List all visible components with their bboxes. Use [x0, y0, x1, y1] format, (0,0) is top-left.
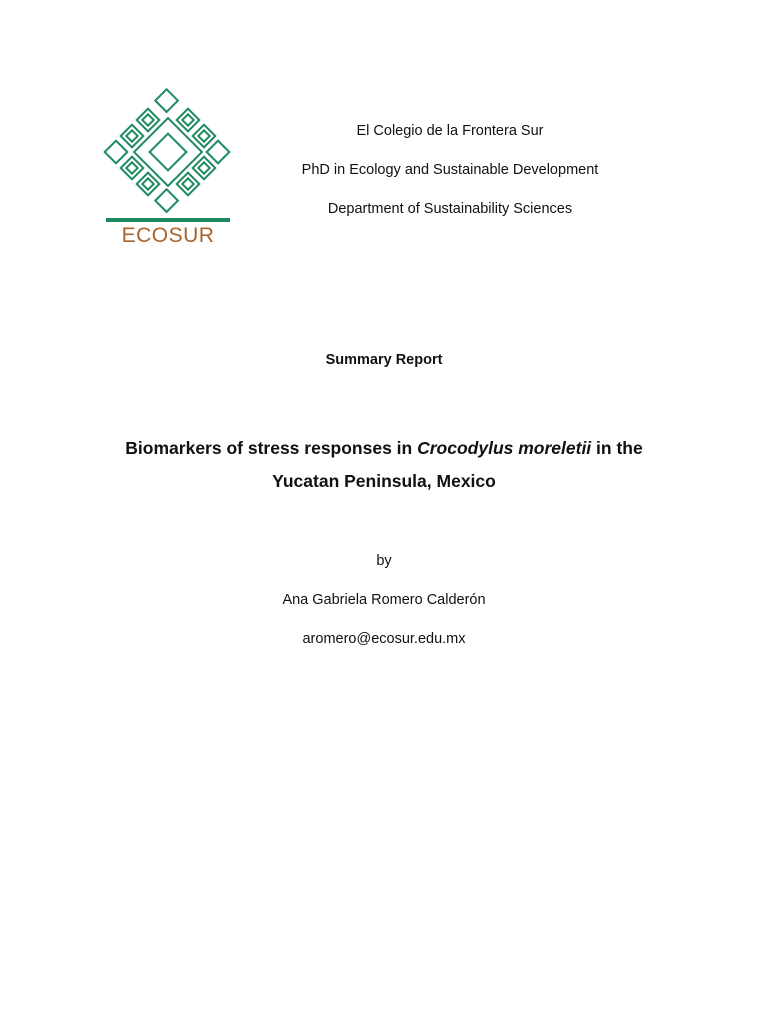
- author-name: Ana Gabriela Romero Calderón: [282, 592, 486, 608]
- title-part-1: Biomarkers of stress responses in: [125, 438, 418, 458]
- by-label: by: [376, 553, 392, 569]
- title-part-2: in the: [591, 438, 643, 458]
- report-type-label: Summary Report: [325, 352, 443, 368]
- title-species: Crocodylus moreletii: [417, 438, 592, 458]
- title-line-1: [84, 432, 684, 465]
- institution-block: [250, 118, 650, 235]
- author-email: aromero@ecosur.edu.mx: [302, 631, 466, 647]
- report-title: [84, 432, 684, 498]
- ecosur-diamond-icon: [102, 88, 234, 224]
- ecosur-logo-text: ECOSUR: [121, 224, 215, 247]
- institution-name: El Colegio de la Frontera Sur: [356, 123, 544, 139]
- title-line-2: Yucatan Peninsula, Mexico: [272, 471, 496, 491]
- ecosur-logo: [102, 88, 234, 252]
- program-name: PhD in Ecology and Sustainable Development: [301, 162, 599, 178]
- department-name: Department of Sustainability Sciences: [327, 201, 573, 217]
- author-block: [0, 548, 768, 665]
